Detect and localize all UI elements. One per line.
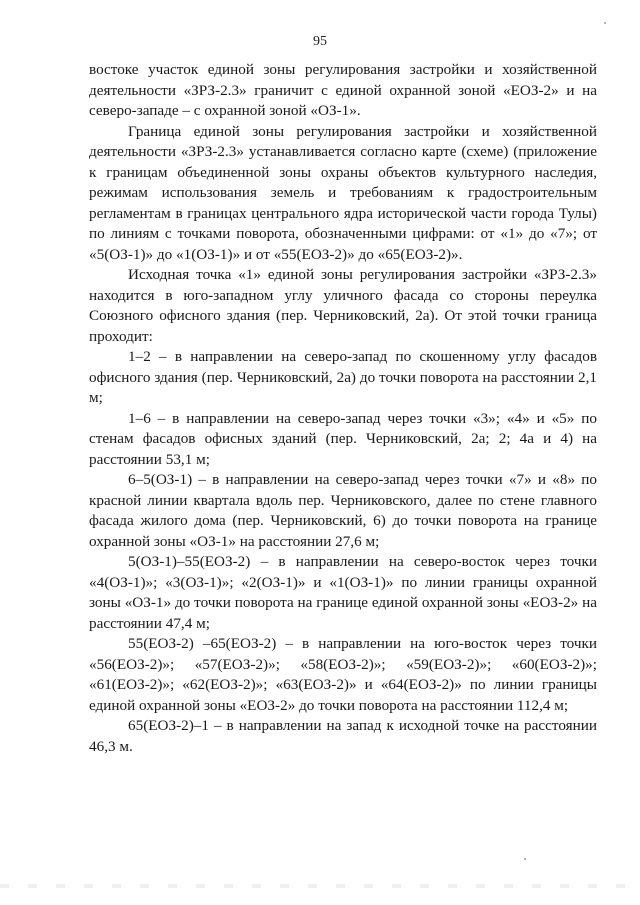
paragraph-segment-55eoz2-65eoz2: 55(ЕОЗ-2) –65(ЕОЗ-2) – в направлении на юго-восток через точки «56(ЕОЗ-2)»; «57(ЕОЗ-2)»; «58(ЕОЗ-2)»; «59(ЕОЗ-2)»; «60(ЕОЗ-2)»; «61(ЕОЗ-2)»; «62(ЕОЗ-2)»; «63(ЕОЗ-2)» и «64(ЕОЗ-2)» по линии границы единой охранной зоны «ЕОЗ-2» до точки поворота на расстоянии 112,4 м;	[89, 635, 597, 714]
paragraph-segment-1-6: 1–6 – в направлении на северо-запад через точки «3»; «4» и «5» по стенам фасадов офисных зданий (пер. Черниковский, 2а; 2; 4а и 4) на расстоянии 53,1 м;	[89, 409, 597, 468]
scan-speck	[604, 22, 606, 24]
scan-artifacts	[0, 884, 640, 888]
page-number: 95	[313, 34, 327, 49]
scan-speck	[524, 858, 526, 860]
paragraph-starting-point: Исходная точка «1» единой зоны регулирования застройки «ЗРЗ-2.3» находится в юго-западном углу уличного фасада со стороны переулка Союзного офисного здания (пер. Черниковский, 2а). От этой точки граница проходит:	[89, 266, 597, 345]
paragraph-boundary-description: Граница единой зоны регулирования застройки и хозяйственной деятельности «ЗРЗ-2.3» устанавливается согласно карте (схеме) (приложение к границам объединенной зоны охраны объектов культурного наследия, режимам использования земель и требованиям к градостроительным регламентам в границах центрального ядра исторической части города Тулы) по линиям с точками поворота, обозначенными цифрами: от «1» до «7»; от «5(ОЗ-1)» до «1(ОЗ-1)» и от «55(ЕОЗ-2)» до «65(ЕОЗ-2)».	[89, 122, 597, 263]
paragraph-continuation: востоке участок единой зоны регулирования застройки и хозяйственной деятельности «ЗРЗ-2.3» граничит с единой охранной зоной «ЕОЗ-2» и на северо-западе – с охранной зоной «ОЗ-1».	[89, 61, 597, 119]
paragraph-segment-1-2: 1–2 – в направлении на северо-запад по скошенному углу фасадов офисного здания (пер. Черниковский, 2а) до точки поворота на расстоянии 2,1 м;	[89, 348, 597, 406]
paragraph-segment-65eoz2-1: 65(ЕОЗ-2)–1 – в направлении на запад к исходной точке на расстоянии 46,3 м.	[89, 717, 597, 755]
paragraph-segment-5oz1-55eoz2: 5(ОЗ-1)–55(ЕОЗ-2) – в направлении на северо-восток через точки «4(ОЗ-1)»; «3(ОЗ-1)»; «2(ОЗ-1)» и «1(ОЗ-1)» по линии границы охранной зоны «ОЗ-1» до точки поворота на границе единой охранной зоны «ЕОЗ-2» на расстоянии 47,4 м;	[89, 553, 597, 632]
paragraph-segment-6-5oz1: 6–5(ОЗ-1) – в направлении на северо-запад через точки «7» и «8» по красной линии квартала вдоль пер. Черниковского, далее по стене главного фасада жилого дома (пер. Черниковский, 6) до точки поворота на границе охранной зоны «ОЗ-1» на расстоянии 27,6 м;	[89, 471, 597, 550]
document-body	[89, 60, 597, 757]
